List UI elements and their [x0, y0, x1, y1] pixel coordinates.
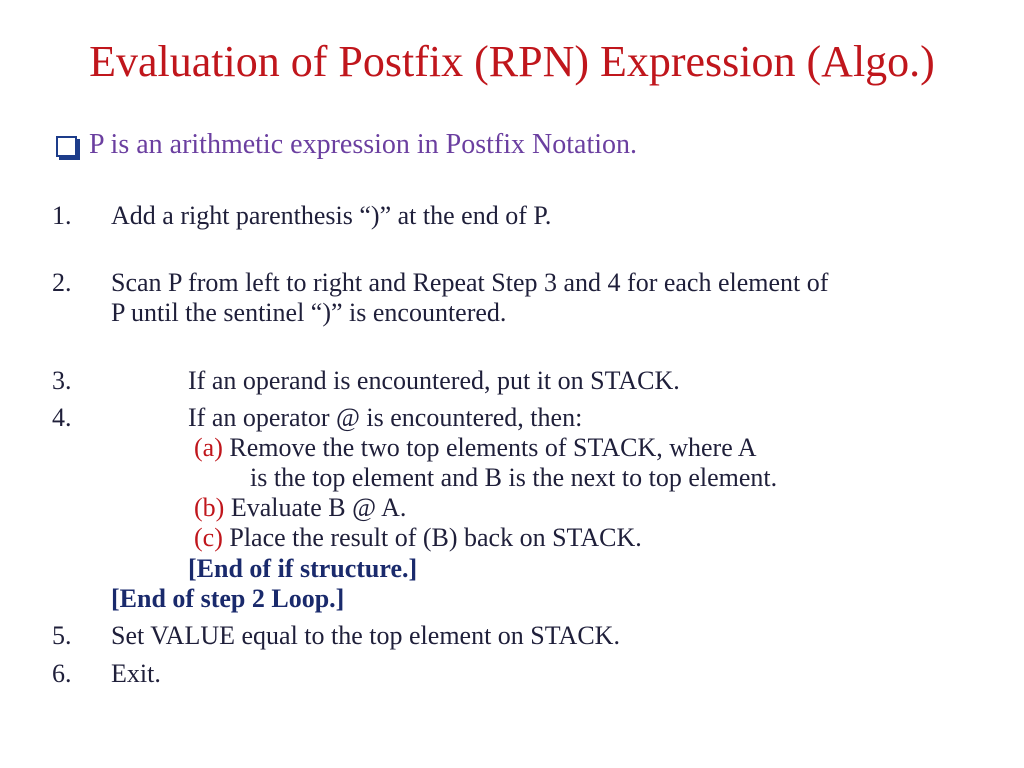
substep-text-continuation: is the top element and B is the next to top element. [250, 463, 778, 492]
step-number: 5. [52, 621, 72, 650]
step-number: 4. [52, 403, 72, 432]
step-text: Scan P from left to right and Repeat Step 3 and 4 for each element of [111, 268, 829, 297]
end-if-structure: [End of if structure.] [188, 554, 418, 583]
end-loop: [End of step 2 Loop.] [111, 584, 345, 613]
step-text: If an operand is encountered, put it on STACK. [188, 366, 680, 395]
substep-a-continuation [250, 463, 777, 493]
substep-label: (a) [194, 433, 223, 462]
substep-text: Evaluate B @ A. [230, 493, 407, 522]
bullet-text: P is an arithmetic expression in Postfix Notation. [89, 129, 638, 160]
step-text-continuation: P until the sentinel “)” is encountered. [111, 298, 507, 327]
substep-label: (c) [194, 523, 223, 552]
step-number: 3. [52, 366, 72, 395]
substep-label: (b) [194, 493, 225, 522]
slide-title: Evaluation of Postfix (RPN) Expression (Algo.) [89, 37, 935, 86]
substep-a [194, 433, 757, 463]
step-number: 1. [52, 201, 72, 230]
substep-text: Place the result of (B) back on STACK. [229, 523, 642, 552]
substep-text: Remove the two top elements of STACK, where A [229, 433, 757, 462]
substep-b [194, 493, 406, 523]
substep-c [194, 523, 642, 553]
step-text: Exit. [111, 659, 161, 688]
checkbox-bullet-icon [56, 136, 77, 157]
step-text: If an operator @ is encountered, then: [188, 403, 583, 432]
step-text: Set VALUE equal to the top element on STACK. [111, 621, 620, 650]
step-number: 2. [52, 268, 72, 297]
step-number: 6. [52, 659, 72, 688]
bullet-point [56, 128, 637, 162]
step-text: Add a right parenthesis “)” at the end of P. [111, 201, 552, 230]
